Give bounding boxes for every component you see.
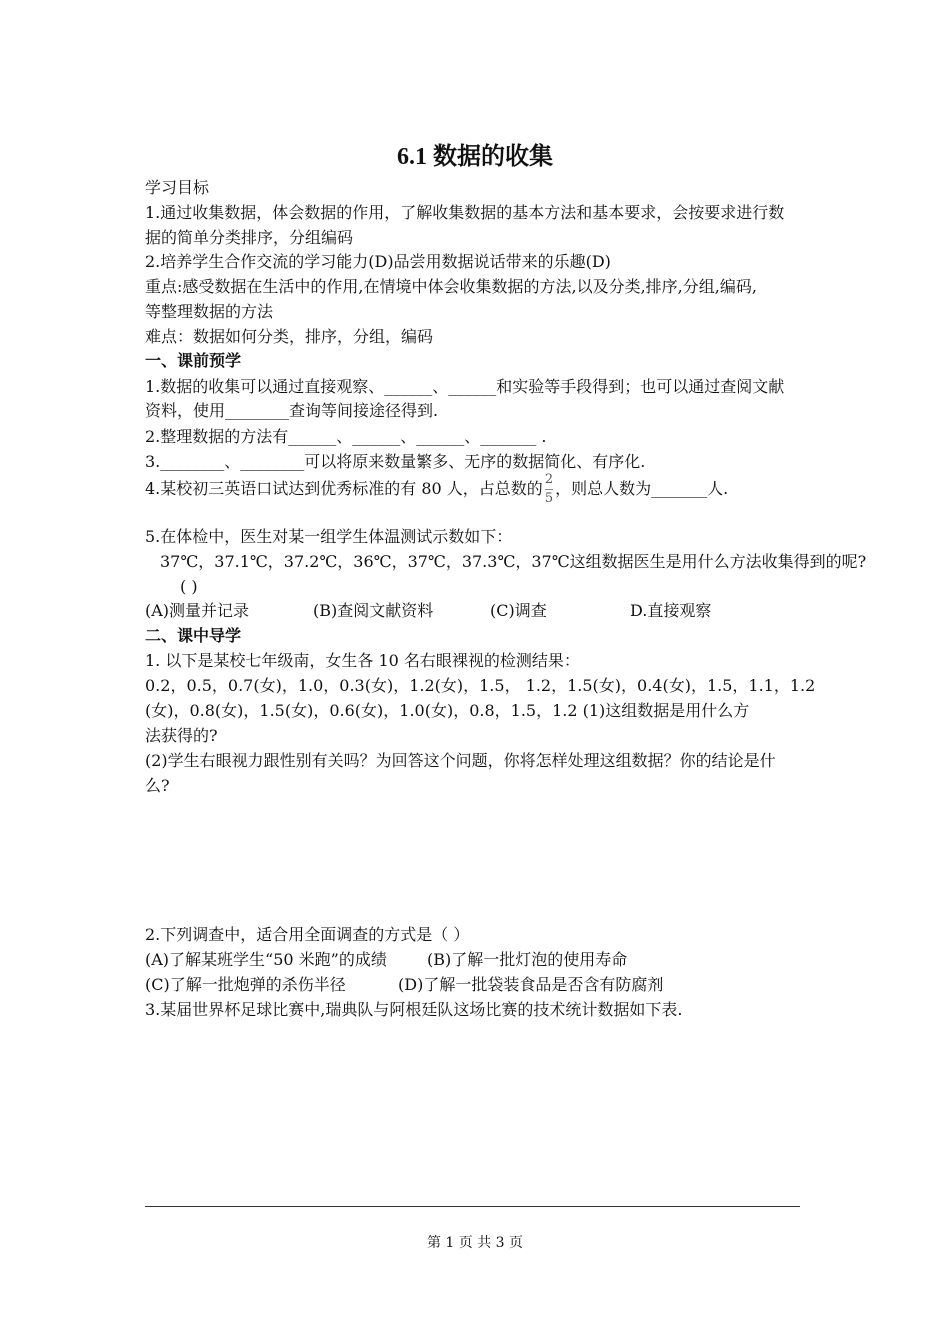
option-c: (C)调查 [490, 601, 547, 620]
objectives-heading: 学习目标 [145, 178, 210, 197]
question-line: 法获得的? [145, 726, 218, 745]
question-line: 么? [145, 776, 170, 795]
difficulty-line: 难点：数据如何分类，排序，分组，编码 [145, 327, 434, 346]
answer-bracket: ( ) [180, 577, 198, 596]
key-point-line: 重点:感受数据在生活中的作用,在情境中体会收集数据的方法,以及分类,排序,分组,编码, [145, 277, 757, 296]
question-4 [145, 466, 728, 512]
objective-line: 据的简单分类排序，分组编码 [145, 228, 354, 247]
fraction-denominator: 5 [544, 491, 554, 506]
option-b: (B)了解一批灯泡的使用寿命 [427, 950, 628, 969]
question-line: 2.整理数据的方法有______、______、______、_______ . [145, 427, 547, 446]
page-title: 6.1 数据的收集 [397, 144, 553, 170]
option-d: (D)了解一批袋装食品是否含有防腐剂 [398, 975, 664, 994]
option-a: (A)了解某班学生“50 米跑”的成绩 [145, 950, 387, 969]
section2-heading: 二、课中导学 [145, 626, 242, 645]
vision-data-line: (女)，0.8(女)，1.5(女)，0.6(女)，1.0(女)，0.8，1.5，1.2 (1)这组数据是用什么方 [145, 701, 750, 720]
option-a: (A)测量并记录 [145, 601, 250, 620]
vision-data-line: 0.2，0.5，0.7(女)，1.0，0.3(女)，1.2(女)，1.5， 1.2，1.5(女)，0.4(女)，1.5，1.1，1.2 [145, 676, 816, 695]
fraction-numerator: 2 [545, 471, 553, 490]
key-point-line: 等整理数据的方法 [145, 302, 274, 321]
objective-line: 2.培养学生合作交流的学习能力(D)品尝用数据说话带来的乐趣(D) [145, 252, 611, 271]
temperature-data: 37℃，37.1℃，37.2℃，36℃，37℃，37.3℃，37℃这组数据医生是用什么方法收集得到的呢? [160, 552, 867, 571]
option-b: (B)查阅文献资料 [313, 601, 434, 620]
option-c: (C)了解一批炮弹的杀伤半径 [145, 975, 346, 994]
question-line: 资料，使用________查询等间接途径得到. [145, 401, 439, 420]
question-line: (2)学生右眼视力跟性别有关吗？为回答这个问题，你将怎样处理这组数据？你的结论是什 [145, 751, 776, 770]
objective-line: 1.通过收集数据，体会数据的作用，了解收集数据的基本方法和基本要求，会按要求进行数 [145, 203, 785, 222]
question-2-stem: 2.下列调查中，适合用全面调查的方式是（ ） [145, 925, 470, 944]
question-line: 1. 以下是某校七年级南，女生各 10 名右眼裸视的检测结果： [145, 651, 580, 670]
question-3: 3.某届世界杯足球比赛中,瑞典队与阿根廷队这场比赛的技术统计数据如下表. [145, 1000, 683, 1019]
page-number: 第 1 页 共 3 页 [426, 1235, 524, 1251]
question-line: 5.在体检中，医生对某一组学生体温测试示数如下： [145, 527, 513, 546]
section1-heading: 一、课前预学 [145, 351, 242, 370]
question-line: 1.数据的收集可以通过直接观察、______、______和实验等手段得到；也可以通过查阅文献 [145, 377, 785, 396]
fraction [545, 471, 553, 508]
footer-divider [145, 1206, 800, 1207]
q4-before: 4.某校初三英语口试达到优秀标准的有 80 人，占总数的 [145, 479, 543, 498]
q4-after: ，则总人数为_______人. [555, 479, 729, 498]
option-d: D.直接观察 [630, 601, 712, 620]
question-line: 3.________、________可以将原来数量繁多、无序的数据简化、有序化. [145, 452, 646, 471]
